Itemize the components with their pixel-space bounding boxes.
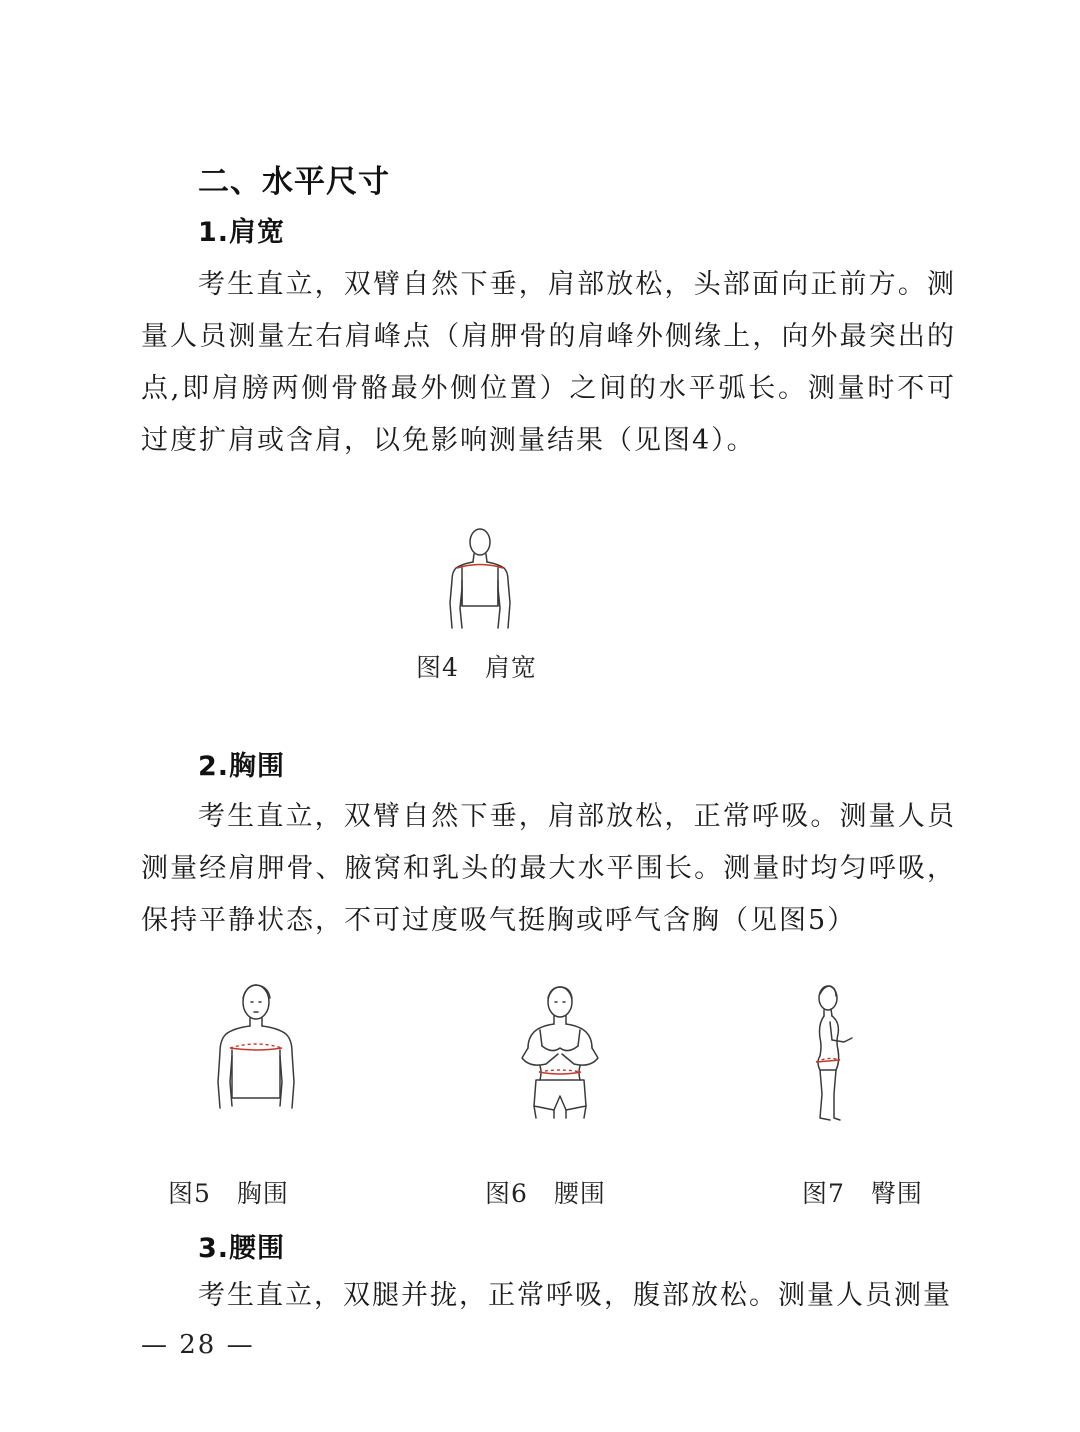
figure-6-caption: 图6 腰围 [485,1179,606,1208]
waist-circumference-figure-icon [508,984,612,1120]
figure-5-caption: 图5 胸围 [168,1179,289,1208]
item-title-waist: 3.腰围 [198,1233,286,1264]
paragraph-shoulder-width: 考生直立，双臂自然下垂，肩部放松，头部面向正前方。测量人员测量左右肩峰点（肩胛骨的肩峰外侧缘上，向外最突出的点,即肩膀两侧骨骼最外侧位置）之间的水平弧长。测量时不可过度扩肩或含肩，以免影响测量结果（见图4）。 [141,269,956,456]
chest-circumference-figure-icon [210,982,302,1112]
paragraph-chest: 考生直立，双臂自然下垂，肩部放松，正常呼吸。测量人员测量经肩胛骨、腋窝和乳头的最大水平围长。测量时均匀呼吸，保持平静状态，不可过度吸气挺胸或呼气含胸（见图5） [141,801,956,936]
page-number: — 28 — [141,1330,255,1360]
figure-4-caption: 图4 肩宽 [416,653,537,682]
shoulder-width-figure-icon [440,528,520,636]
section-title: 二、水平尺寸 [198,164,390,200]
item-title-shoulder-width: 1.肩宽 [198,217,286,248]
paragraph-waist: 考生直立，双腿并拢，正常呼吸，腹部放松。测量人员测量 [198,1280,952,1311]
figure-7-caption: 图7 臀围 [802,1179,923,1208]
item-title-chest: 2.胸围 [198,751,286,782]
hip-circumference-figure-icon [800,984,862,1124]
